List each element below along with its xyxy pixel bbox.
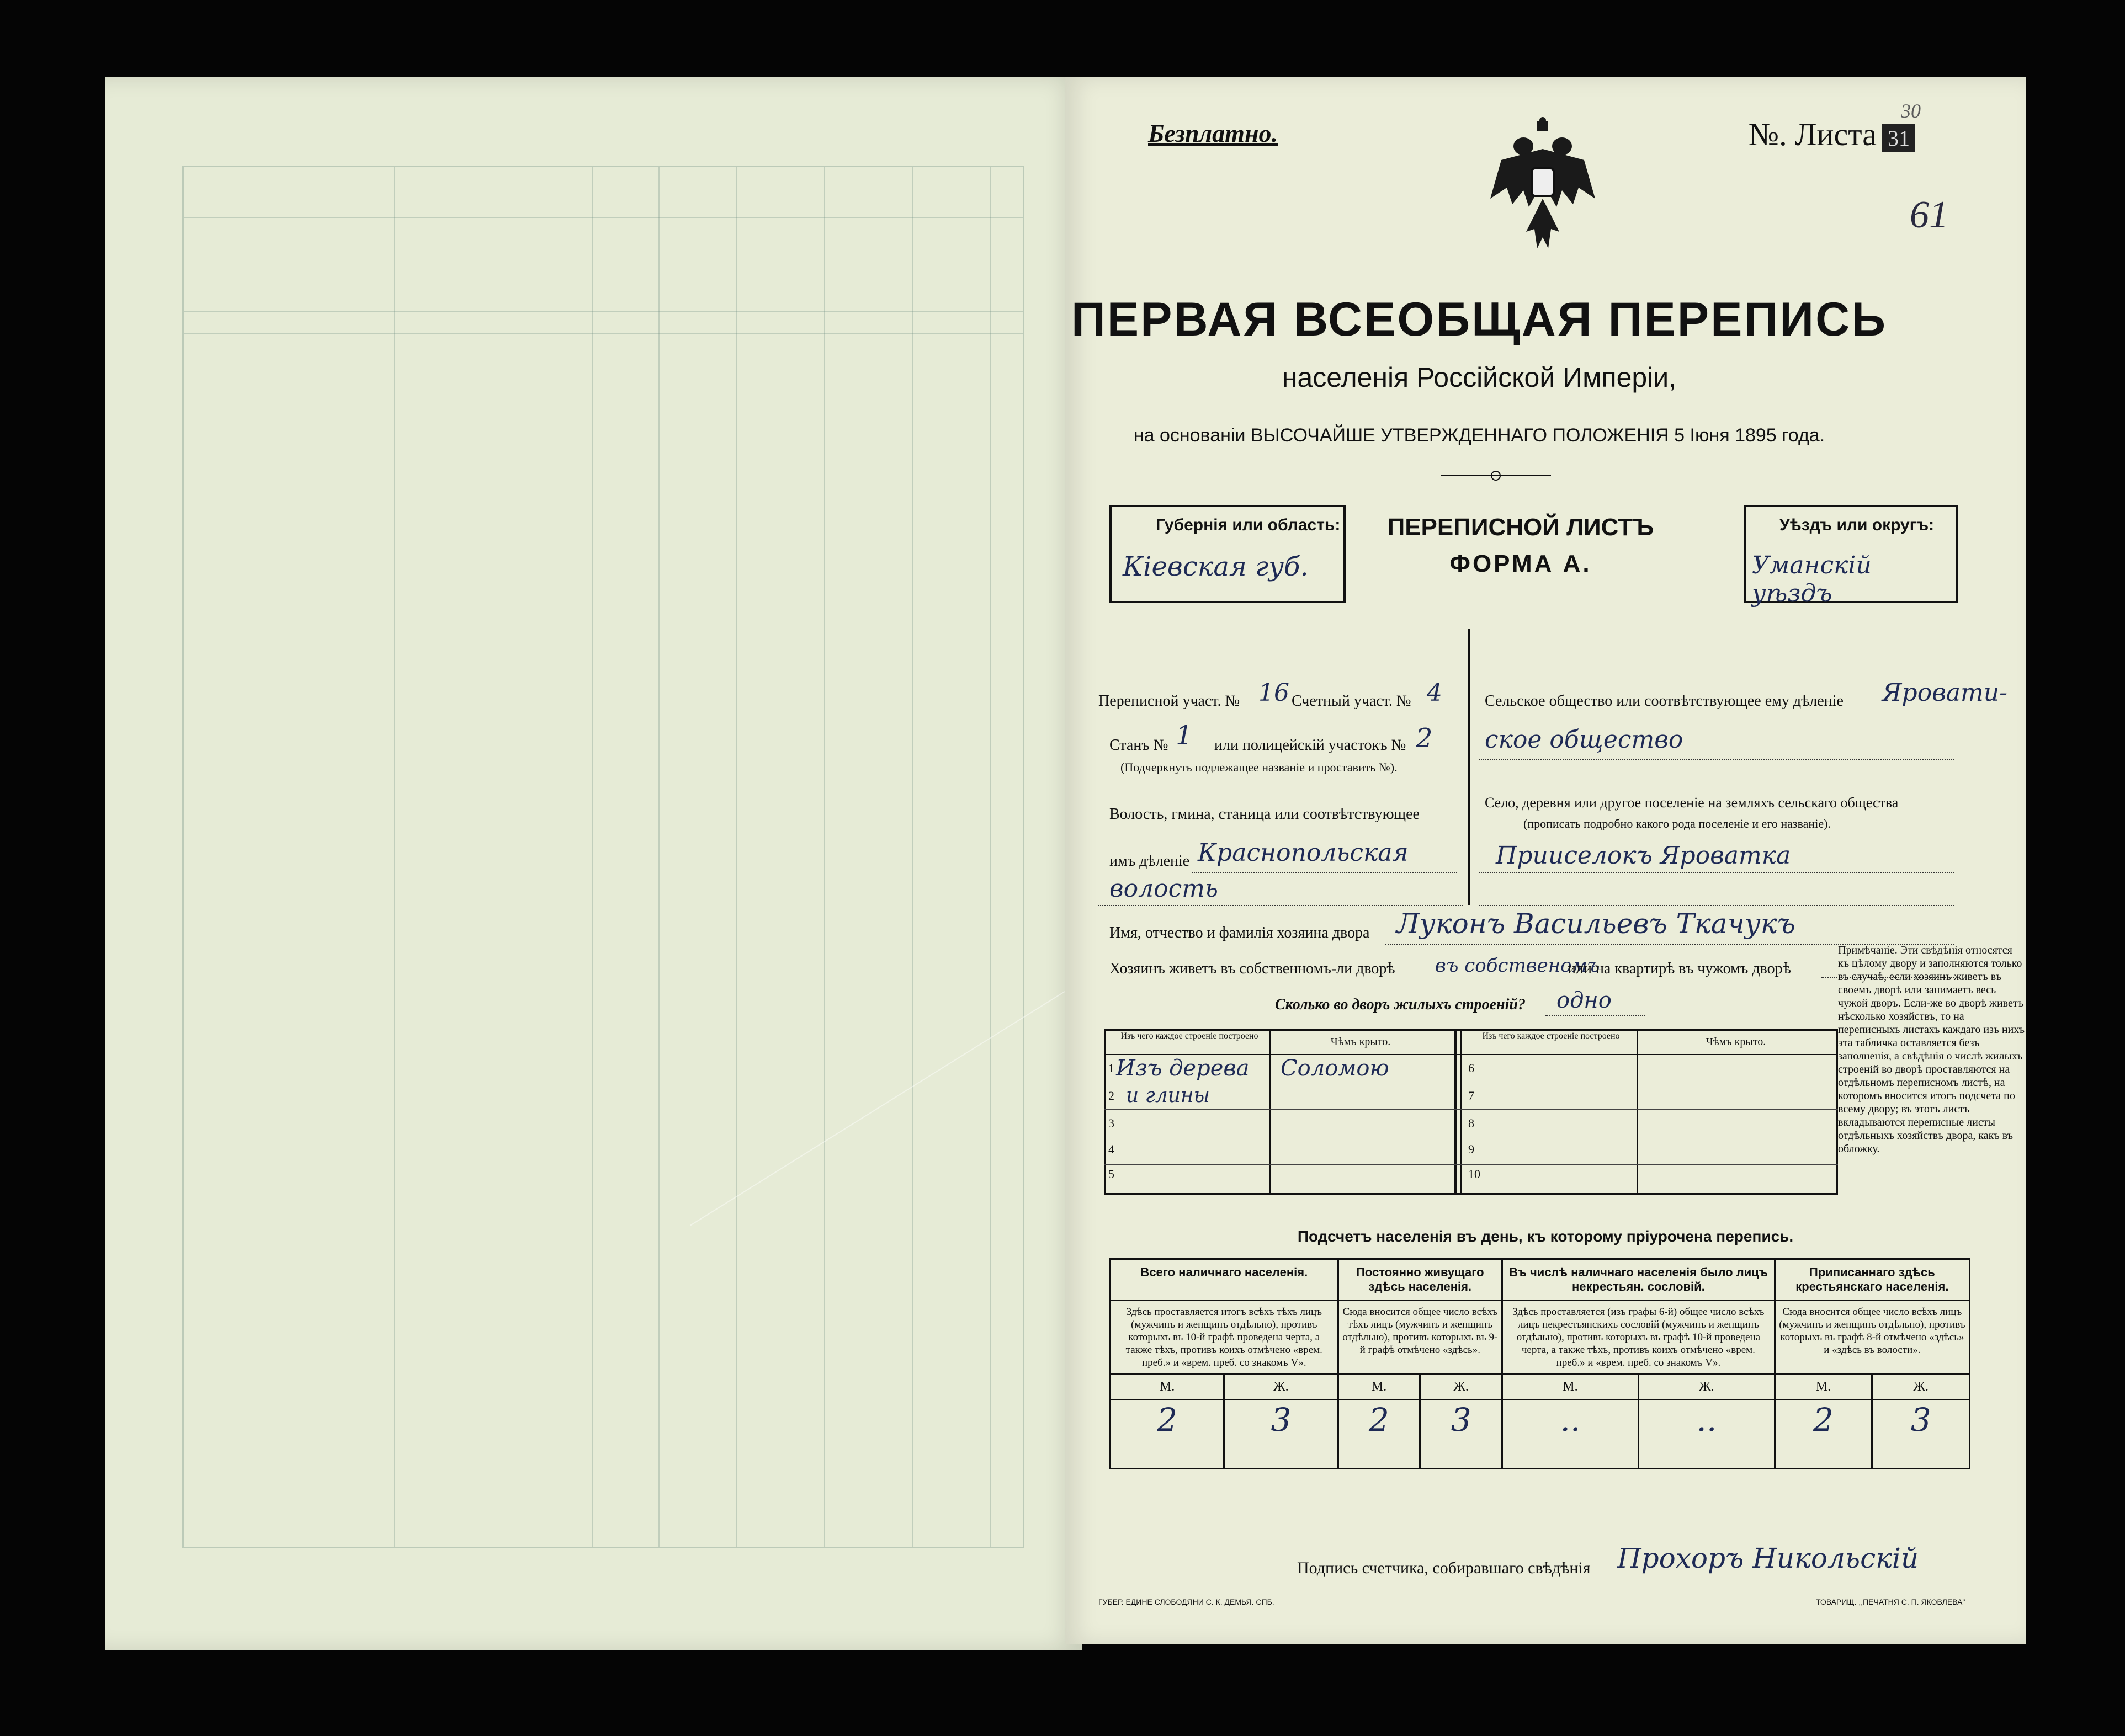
faded-column-line	[736, 167, 737, 1547]
census-area-label: Переписной участ. №	[1098, 693, 1240, 710]
buildings-underline	[1545, 1015, 1645, 1016]
row-line	[1104, 1164, 1838, 1165]
village-instruction: (прописать подробно какого рода поселеніе и его названіе).	[1523, 817, 1831, 830]
row-number: 8	[1468, 1116, 1474, 1130]
volost-label: Волость, гмина, станица или соотвѣтствующее	[1109, 806, 1420, 823]
count-col-desc: Здѣсь проставляется итогъ всѣхъ тѣхъ лицъ (мужчинъ и женщинъ отдѣльно), противъ которыхъ въ 10-й графѣ проведена черта, а также тѣхъ, противъ коихъ отмѣчено «врем. преб.» и «врем. преб. со знакомъ V».	[1111, 1301, 1338, 1375]
population-count-table	[1109, 1258, 1970, 1469]
police-area-value: 2	[1416, 723, 1433, 754]
residence-label-2: или на квартирѣ въ чужомъ дворѣ	[1568, 960, 1791, 977]
count-area-label: Счетный участ. №	[1292, 693, 1411, 710]
count-col-desc: Сюда вносится общее число всѣхъ лицъ (мужчинъ и женщинъ отдѣльно), противъ которыхъ въ графѣ 8-й отмѣчено «здѣсь» и «здѣсь въ волости».	[1775, 1301, 1969, 1375]
census-form-page	[1065, 77, 2026, 1644]
roof-header: Чѣмъ крыто.	[1330, 1036, 1391, 1048]
note-text: Примѣчаніе. Эти свѣдѣнія относятся къ цѣлому двору и заполняются только въ случаѣ, если хозяинъ живетъ въ своемъ дворѣ или занимаетъ весь чужой дворъ. Если-же во дворѣ живетъ нѣсколько хозяйствъ, то на переписныхъ листахъ каждаго изъ нихъ эта табличка оставляется безъ заполненія, а свѣдѣнія о числѣ жилыхъ строеній во дворѣ проставляются на отдѣльномъ переписномъ листѣ, на которомъ вносится итогъ подсчета по всему двору; въ этотъ листъ вкладываются переписные листы отдѣльныхъ хозяйствъ двора, какъ въ обложку.	[1838, 944, 2025, 1155]
form-name: ПЕРЕПИСНОЙ ЛИСТЪ	[1387, 514, 1654, 541]
printer-imprint-right: ТОВАРИЩ. ,,ПЕЧАТНЯ С. П. ЯКОВЛЕВА"	[1816, 1597, 1965, 1606]
female-label: Ж.	[1872, 1375, 1970, 1400]
row-roof: Соломою	[1281, 1056, 1389, 1081]
form-letter: ФОРМА А.	[1449, 550, 1592, 577]
residence-value: въ собственомъ	[1435, 955, 1600, 977]
count-col-head: Всего наличнаго населенія.	[1111, 1259, 1338, 1301]
uezd-label: Уѣздъ или округъ:	[1779, 516, 1935, 534]
registered-female-count: 3	[1872, 1400, 1970, 1469]
count-col-head: Въ числѣ наличнаго населенія было лицъ некрестьян. сословій.	[1502, 1259, 1775, 1301]
row-material: и глины	[1126, 1084, 1210, 1107]
form-type-box	[1366, 505, 1675, 599]
community-value-2: ское общество	[1485, 726, 1683, 754]
buildings-table	[1104, 1029, 1838, 1195]
uezd-value: Уманскій уѣздъ	[1752, 551, 1872, 608]
form-subtitle: населенія Россійской Имперіи,	[1282, 362, 1677, 393]
signature-label: Подпись счетчика, собиравшаго свѣдѣнія	[1297, 1559, 1591, 1577]
village-underline	[1479, 872, 1954, 873]
non-peasant-female-count: ..	[1638, 1400, 1775, 1469]
police-area-label: или полицейскій участокъ №	[1214, 737, 1406, 754]
female-label: Ж.	[1420, 1375, 1502, 1400]
sheet-number-struck: 31	[1882, 124, 1915, 152]
census-area-value: 16	[1258, 679, 1289, 707]
male-label: М.	[1502, 1375, 1639, 1400]
volost-value-2: волость	[1109, 875, 1218, 903]
sheet-number-label: №. Листа	[1748, 116, 1877, 152]
left-page	[105, 77, 1082, 1650]
gubernia-value: Кіевская губ.	[1123, 551, 1309, 582]
registered-male-count: 2	[1775, 1400, 1872, 1469]
village-label: Село, деревня или другое поселеніе на земляхъ сельскаго общества	[1485, 795, 1899, 811]
row-number: 2	[1108, 1089, 1114, 1103]
village-value: Прииселокъ Яроватка	[1496, 842, 1791, 870]
community-underline	[1479, 759, 1954, 760]
total-female-count: 3	[1224, 1400, 1338, 1469]
total-male-count: 2	[1111, 1400, 1224, 1469]
free-label: Безплатно.	[1148, 119, 1278, 147]
row-number: 4	[1108, 1142, 1114, 1156]
legal-basis: на основаніи ВЫСОЧАЙШЕ УТВЕРЖДЕННАГО ПОЛОЖЕНІЯ 5 Іюня 1895 года.	[1133, 425, 1825, 446]
count-col-head: Постоянно живущаго здѣсь населенія.	[1338, 1259, 1502, 1301]
archive-number: 61	[1910, 194, 1948, 236]
community-label: Сельское общество или соотвѣтствующее ему дѣленіе	[1485, 693, 1844, 710]
village-underline-2	[1479, 905, 1954, 906]
row-number: 9	[1468, 1142, 1474, 1156]
residence-label: Хозяинъ живетъ въ собственномъ-ли дворѣ	[1109, 960, 1395, 977]
gubernia-label: Губернія или область:	[1156, 516, 1341, 534]
material-header: Изъ чего каждое строеніе построено	[1120, 1031, 1258, 1041]
double-headed-eagle-emblem	[1485, 116, 1601, 259]
uezd-box	[1744, 505, 1958, 608]
buildings-label: Сколько во дворъ жилыхъ строеній?	[1275, 996, 1526, 1013]
owner-value: Луконъ Васильевъ Ткачукъ	[1396, 908, 1795, 940]
count-area-value: 4	[1427, 679, 1442, 707]
owner-label: Имя, отчество и фамилія хозяина двора	[1109, 924, 1370, 941]
row-number: 1	[1108, 1061, 1114, 1075]
volost-label-2: имъ дѣленіе	[1109, 853, 1190, 870]
stan-value: 1	[1176, 720, 1193, 751]
section-divider	[1468, 629, 1470, 905]
faded-column-line	[658, 167, 660, 1547]
row-line	[1104, 1109, 1838, 1110]
male-label: М.	[1775, 1375, 1872, 1400]
form-title: ПЕРВАЯ ВСЕОБЩАЯ ПЕРЕПИСЬ	[1071, 293, 1888, 346]
ornament-divider	[1441, 469, 1551, 482]
volost-underline-2	[1098, 905, 1463, 906]
faded-row-line	[184, 217, 1023, 218]
row-number: 3	[1108, 1116, 1114, 1130]
row-number: 7	[1468, 1089, 1474, 1103]
header-line	[1104, 1054, 1838, 1055]
volost-underline	[1192, 872, 1457, 873]
female-label: Ж.	[1224, 1375, 1338, 1400]
enumerator-signature: Прохоръ Никольскій	[1617, 1542, 1919, 1574]
stan-label: Станъ №	[1109, 737, 1168, 754]
volost-value: Краснопольская	[1198, 839, 1409, 867]
roof-header-2: Чѣмъ крыто.	[1706, 1036, 1766, 1048]
faded-column-line	[592, 167, 593, 1547]
resident-male-count: 2	[1338, 1400, 1420, 1469]
row-number: 6	[1468, 1061, 1474, 1075]
community-value: Яровати-	[1882, 679, 2007, 707]
faded-row-line	[184, 333, 1023, 334]
resident-female-count: 3	[1420, 1400, 1502, 1469]
male-label: М.	[1111, 1375, 1224, 1400]
count-col-desc: Здѣсь проставляется (изъ графы 6-й) общее число всѣхъ лицъ некрестьянскихъ сословій (мужчинъ и женщинъ отдѣльно), противъ которыхъ въ графѣ 10-й проведена черта, а также тѣхъ, противъ коихъ отмѣчено «врем. преб.» и «врем. преб. со знакомъ V».	[1502, 1301, 1775, 1375]
printer-imprint-left: ГУБЕР. ЕДИНЕ СЛОБОДЯНИ С. К. ДЕМЬЯ. СПБ.	[1098, 1597, 1274, 1606]
material-header-2: Изъ чего каждое строеніе построено	[1482, 1031, 1620, 1041]
non-peasant-male-count: ..	[1502, 1400, 1639, 1469]
buildings-value: одно	[1556, 988, 1612, 1013]
faded-column-line	[394, 167, 395, 1547]
count-col-desc: Сюда вносится общее число всѣхъ тѣхъ лицъ (мужчинъ и женщинъ отдѣльно), противъ которыхъ въ 9-й графѣ отмѣчено «здѣсь».	[1338, 1301, 1502, 1375]
stan-instruction: (Подчеркнуть подлежащее названіе и проставить №).	[1120, 760, 1398, 774]
pencil-sheet-number: 30	[1901, 100, 1921, 122]
row-number: 10	[1468, 1167, 1480, 1181]
male-label: М.	[1338, 1375, 1420, 1400]
row-number: 5	[1108, 1167, 1114, 1181]
count-col-head: Приписаннаго здѣсь крестьянскаго населенія.	[1775, 1259, 1969, 1301]
gubernia-box	[1109, 505, 1346, 603]
female-label: Ж.	[1638, 1375, 1775, 1400]
count-heading: Подсчетъ населенія въ день, къ которому пріурочена перепись.	[1297, 1228, 1794, 1245]
faded-row-line	[184, 311, 1023, 312]
row-material: Изъ дерева	[1116, 1056, 1250, 1081]
